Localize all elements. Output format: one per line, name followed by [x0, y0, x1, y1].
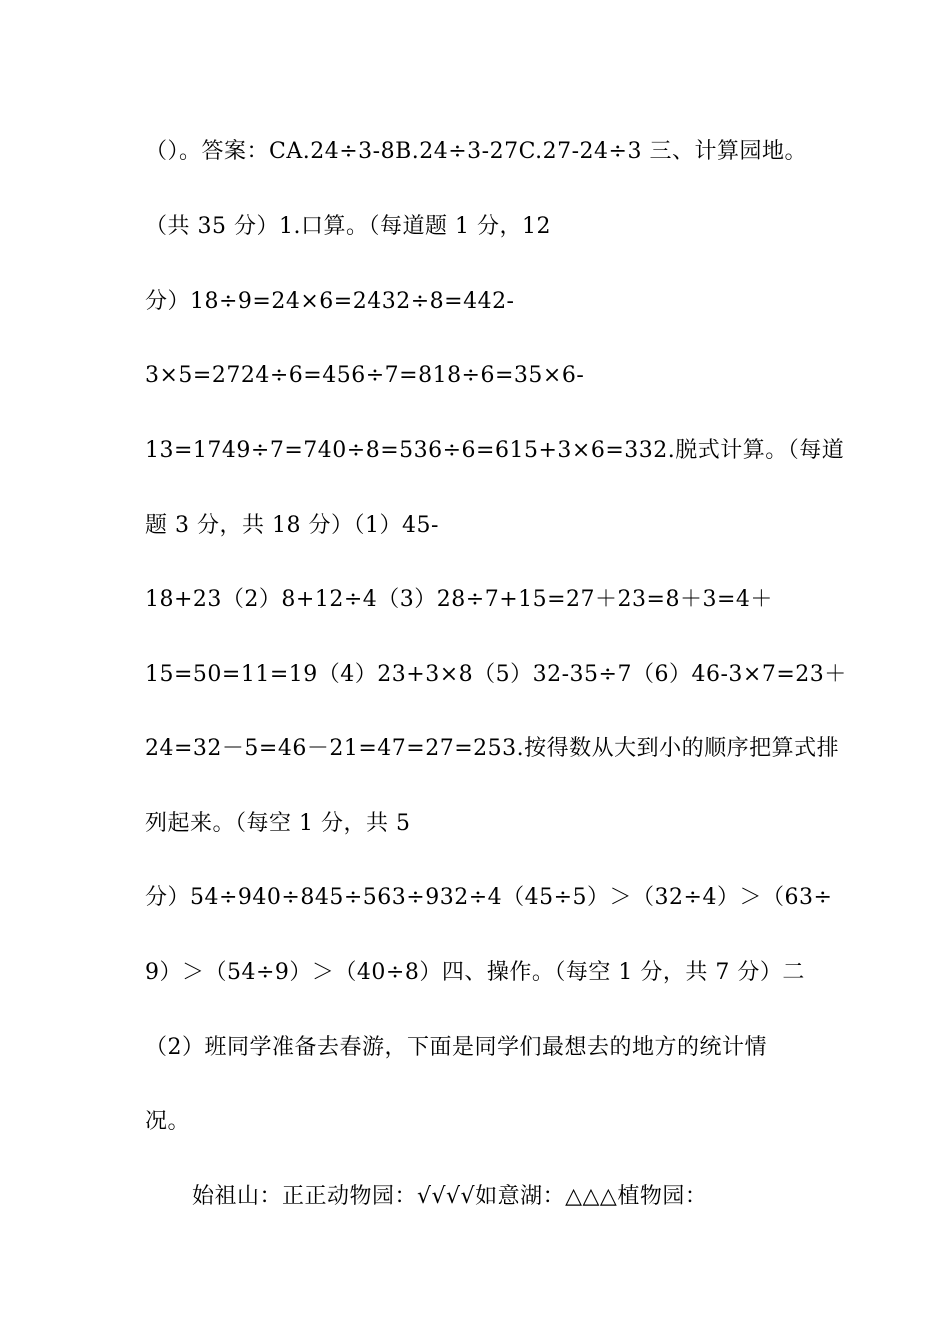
text-line: 18+23（2）8+12÷4（3）28÷7+15=27＋23=8＋3=4＋	[145, 587, 773, 612]
text-line: 3×5=2724÷6=456÷7=818÷6=35×6-	[145, 363, 585, 388]
text-line: 题 3 分，共 18 分）（1）45-	[145, 513, 439, 538]
text-line: 始祖山：正正动物园：√√√√如意湖：△△△植物园：	[192, 1184, 708, 1209]
text-line: 24=32－5=46－21=47=27=253.按得数从大到小的顺序把算式排	[145, 736, 840, 761]
text-line: 分）54÷940÷845÷563÷932÷4（45÷5）＞（32÷4）＞（63÷	[145, 885, 833, 910]
text-line: 9）＞（54÷9）＞（40÷8）四、操作。（每空 1 分，共 7 分）二	[145, 960, 805, 985]
text-line: 15=50=11=19（4）23+3×8（5）32-35÷7（6）46-3×7=23＋	[145, 662, 847, 687]
text-line: 13=1749÷7=740÷8=536÷6=615+3×6=332.脱式计算。（每道	[145, 438, 845, 463]
text-line: 列起来。（每空 1 分，共 5	[145, 811, 411, 836]
text-line: （共 35 分）1.口算。（每道题 1 分，12	[145, 214, 551, 239]
text-line: （）。答案：CA.24÷3-8B.24÷3-27C.27-24÷3 三、计算园地。	[145, 139, 807, 164]
text-line: （2）班同学准备去春游，下面是同学们最想去的地方的统计情	[145, 1035, 767, 1060]
text-line: 况。	[145, 1109, 191, 1134]
text-line: 分）18÷9=24×6=2432÷8=442-	[145, 289, 515, 314]
